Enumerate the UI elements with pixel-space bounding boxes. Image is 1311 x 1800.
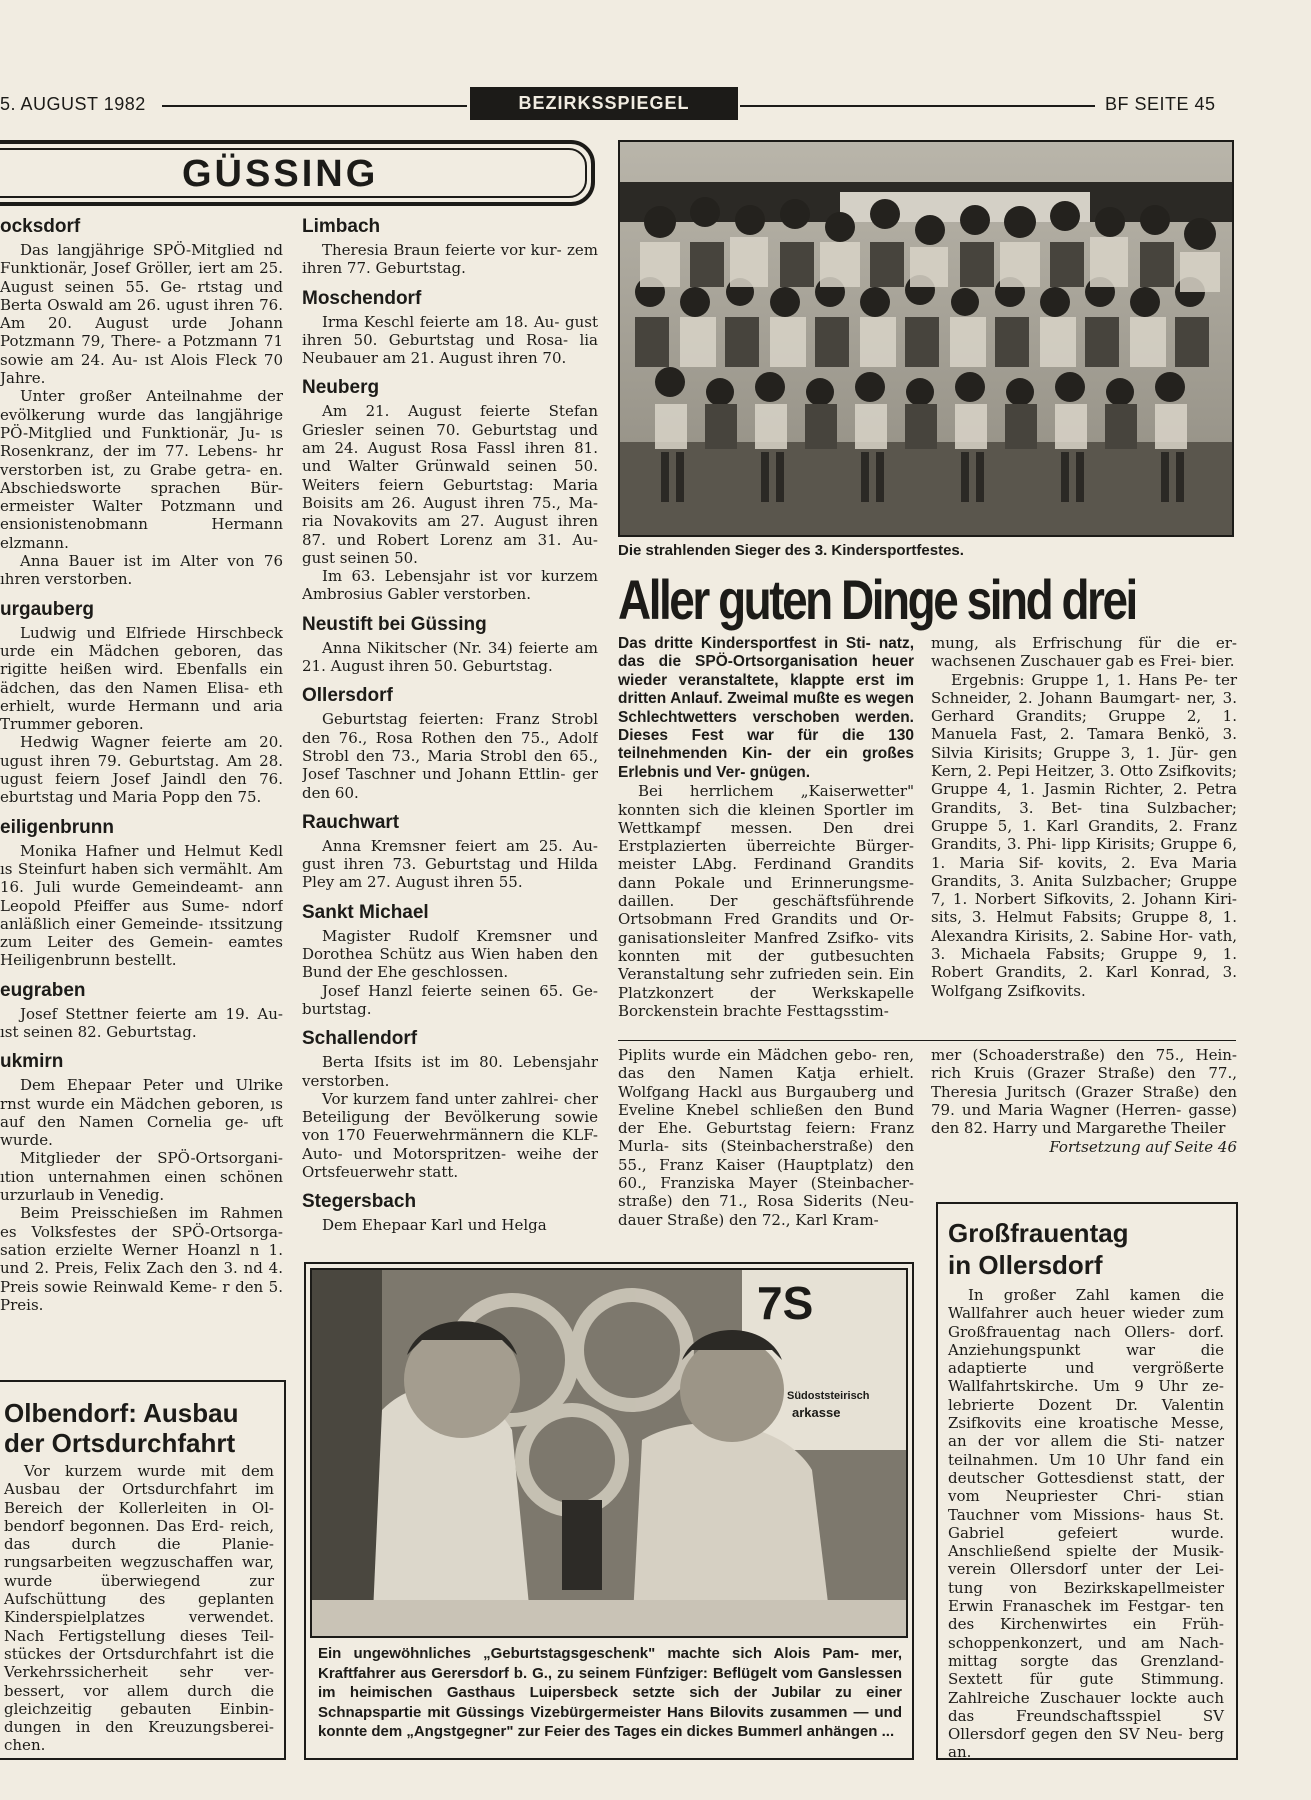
place-heading: Neuberg: [302, 377, 380, 399]
paragraph: Theresia Braun feierte vor kur- zem ihren 77. Geburtstag.: [302, 241, 598, 278]
paragraph: Am 21. August feierte Stefan Griesler seinen 70. Geburtstag und am 24. August Rosa Fassl ihren 81. und Walter Grünwald seinen 50. Weiters feiern Geburtstag: Maria Boisits am 26. August ihren 75., Ma- ria Novakovits am 27. August ihren 87. und Robert Lorenz am 31. Au- gust seinen 50.: [302, 402, 598, 567]
stegersbach-col-1: [618, 1046, 914, 1229]
paragraph: Anna Bauer ist im Alter von 76 ıhren verstorben.: [0, 552, 283, 589]
place-heading: Moschendorf: [302, 287, 422, 309]
sportfest-col-2: [931, 634, 1237, 1000]
place-heading: eugraben: [0, 979, 86, 1001]
place-heading: ocksdorf: [0, 216, 81, 237]
sign-text-7s: 7S: [757, 1277, 814, 1329]
paragraph: Geburtstag feierten: Franz Strobl den 76., Rosa Rothen den 75., Adolf Strobl den 73., Maria Strobl den 65., Josef Taschner und Johann Ettlin- ger den 60.: [302, 710, 598, 802]
header-rule-left: [162, 105, 467, 107]
paragraph: Irma Keschl feierte am 18. Au- gust ihren 50. Geburtstag und Rosa- lia Neubauer am 21. August ihren 70.: [302, 312, 598, 368]
paragraph: Anna Nikitscher (Nr. 34) feierte am 21. August ihren 50. Geburtstag.: [302, 638, 598, 676]
paragraph: Unter großer Anteilnahme der evölkerung wurde das langjährige PÖ-Mitglied und Funktionär, Ju- ıs Rosenkranz, der im 77. Lebens- hr verstorben ist, zu Grabe getra- en. Abschiedsworte sprachen Bür- ermeister Walter Potzmann und ensionistenobmann Hermann elzmann.: [0, 387, 283, 552]
place-heading: Rauchwart: [302, 811, 400, 833]
birthday-photo-caption: Ein ungewöhnliches „Geburtstagsgeschenk" machte sich Alois Pam- mer, Kraftfahrer aus Gerersdorf b. G., zu seinem Fünfziger: Beflügelt vom Ganslessen im heimischen Gasthaus Luipersbeck setzte sich der Jubilar zu einer Schnapspartie mit Güssings Vizebürgermeister Hans Bilovits zusammen — und konnte dem „Angstgegner" zur Feier des Tages ein dickes Bummerl anhängen ...: [318, 1645, 902, 1741]
article-lead: Das dritte Kindersportfest in Sti- natz, das die SPÖ-Ortsorganisation heuer wieder veranstaltete, klappte erst im dritten Anlauf. Zweimal mußte es wegen Schlechtwetters verschoben werden. Dieses Fest war für die 130 teilnehmenden Kin- der ein großes Erlebnis und Ver- gnügen.: [618, 635, 914, 781]
paragraph: Mitglieder der SPÖ-Ortsorgani- ıtion unternahmen einen schönen urzurlaub in Venedig.: [0, 1149, 283, 1205]
article-divider: [618, 1040, 1236, 1041]
continued-note: Fortsetzung auf Seite 46: [1049, 1138, 1237, 1157]
paragraph: Hedwig Wagner feierte am 20. ugust ihren 79. Geburtstag. Am 28. ugust feiern Josef Jaindl den 76. eburtstag und Maria Popp den 75.: [0, 733, 283, 807]
paragraph: Im 63. Lebensjahr ist vor kurzem Ambrosius Gabler verstorben.: [302, 567, 598, 604]
olbendorf-title: Olbendorf: Ausbau: [4, 1398, 239, 1428]
sportfest-col-1: [618, 635, 914, 1020]
place-heading: Schallendorf: [302, 1028, 418, 1050]
place-heading: Sankt Michael: [302, 901, 429, 923]
paragraph: Berta Ifsits ist im 80. Lebensjahr verstorben.: [302, 1053, 598, 1090]
header-rule-right: [740, 105, 1095, 107]
issue-date: 5. AUGUST 1982: [0, 94, 146, 114]
sign-text-sparkasse: arkasse: [792, 1405, 841, 1420]
sign-text-bank: Südoststeirisch: [787, 1390, 870, 1402]
paragraph: Vor kurzem fand unter zahlrei- cher Beteiligung der Bevölkerung sowie von 170 Feuerwehrmännern die KLF-Auto- und Motorspritzen- weihe der Ortsfeuerwehr statt.: [302, 1089, 598, 1181]
results-paragraph: Ergebnis: Gruppe 1, 1. Hans Pe- ter Schneider, 2. Johann Baumgart- ner, 3. Gerhard Grandits; Gruppe 2, 1. Manuela Fast, 2. Tamara Benkö, 3. Silvia Kirisits; Gruppe 3, 1. Jür- gen Kern, 2. Pepi Heitzer, 3. Otto Zsifkovits; Gruppe 4, 1. Jasmin Richter, 2. Petra Grandits, 3. Bet- tina Sulzbacher; Gruppe 5, 1. Karl Grandits, 2. Franz Grandits, 3. Phi- lipp Kirisits; Gruppe 6, 1. Maria Sif- kovits, 2. Eva Maria Grandits, 3. Anita Sulzbacher; Gruppe 7, 1. Norbert Sifkovits, 2. Johann Kiri- sits, 3. Helmut Fabsits; Gruppe 8, 1. Alexandra Kirisits, 2. Sabine Hor- vath, 3. Michaela Fabsits; Gruppe 9, 1. Robert Grandits, 2. Karl Konrad, 3. Wolfgang Zsifkovits.: [931, 670, 1237, 1000]
birthday-photo-image: [312, 1270, 906, 1636]
olbendorf-title-line2: der Ortsdurchfahrt: [4, 1428, 236, 1458]
frauentag-title-line2: in Ollersdorf: [948, 1250, 1103, 1280]
paragraph: Dem Ehepaar Peter und Ulrike rnst wurde ein Mädchen geboren, ıs auf den Namen Cornelia ge- uft wurde.: [0, 1076, 283, 1150]
paragraph: Vor kurzem wurde mit dem Ausbau der Ortsdurchfahrt im Bereich der Kollerleiten in Ol- bendorf begonnen. Das Erd- reich, das durch die Planie- rungsarbeiten wegzuschaffen war, wurde überwiegend zur Aufschüttung des geplanten Kinderspielplatzes verwendet. Nach Fertigstellung dieses Teil- stückes der Ortsdurchfahrt ist die Verkehrssicherheit sehr ver- bessert, vor allem durch die gleichzeitig gebauten Einbin- dungen in den Kreuzungsberei- chen.: [4, 1462, 274, 1755]
place-heading: Ollersdorf: [302, 685, 393, 707]
place-heading: urgauberg: [0, 598, 94, 620]
paragraph: mer (Schoaderstraße) den 75., Hein- rich Kruis (Grazer Straße) den 77., Theresia Juritsch (Grazer Straße) den 79. und Maria Wagner (Herren- gasse) den 82. Harry und Margarethe Theiler: [931, 1046, 1237, 1138]
stegersbach-col-2: [931, 1046, 1237, 1157]
paragraph: Josef Hanzl feierte seinen 65. Ge- burtstag.: [302, 981, 598, 1018]
column-1: [0, 216, 283, 1346]
place-heading: eiligenbrunn: [0, 816, 114, 838]
place-heading: Limbach: [302, 216, 381, 237]
paragraph: Bei herrlichem „Kaiserwetter" konnten sich die kleinen Sportler im Wettkampf messen. Den drei Erstplazierten überreichte Bürger- meister LAbg. Ferdinand Grandits dann Pokale und Erinnerungsme- daillen. Der geschäftsführende Ortsobmann Fred Grandits und Or- ganisationsleiter Manfred Zsifko- vits konnten mit der gutbesuchten Veranstaltung sehr zufrieden sein. Ein Platzkonzert der Werkskapelle Borckenstein brachte Festtagsstim-: [618, 782, 914, 1020]
place-heading: Neustift bei Güssing: [302, 613, 487, 635]
paragraph: Das langjährige SPÖ-Mitglied nd Funktionär, Josef Gröller, iert am 25. August seinen 55. Ge- rtstag und Berta Oswald am 26. ugust ihren 76. Am 20. August urde Johann Potzmann 79, There- a Potzmann 71 sowie am 24. Au- ıst Alois Fleck 70 Jahre.: [0, 241, 283, 388]
paragraph: Beim Preisschießen im Rahmen es Volksfestes der SPÖ-Ortsorga- sation erzielte Werner Hoanzl n 1. und 2. Preis, Felix Zach den 3. nd 4. Preis sowie Reinwald Keme- r den 5. Preis.: [0, 1204, 283, 1314]
article-body: [618, 782, 914, 1020]
column-2: [302, 216, 598, 1256]
paragraph: Magister Rudolf Kremsner und Dorothea Schütz aus Wien haben den Bund der Ehe geschlossen.: [302, 926, 598, 982]
paragraph: Dem Ehepaar Karl und Helga: [322, 1216, 547, 1235]
article-headline: Aller guten Dinge sind drei: [618, 568, 1136, 631]
frauentag-title: Großfrauentag: [948, 1218, 1129, 1248]
paragraph: Piplits wurde ein Mädchen gebo- ren, das den Namen Katja erhielt. Wolfgang Hackl aus Burgauberg und Eveline Knebel schließen den Bund der Ehe. Geburtstag feiern: Franz Murla- sits (Steinbacherstraße) den 55., Franz Kaiser (Hauptplatz) den 60., Franziska Mayer (Steinbacher- straße) den 71., Rosa Siderits (Neu- dauer Straße) den 72., Karl Kram-: [618, 1046, 914, 1229]
section-label: BEZIRKSSPIEGEL: [470, 87, 738, 120]
paragraph: Ludwig und Elfriede Hirschbeck urde ein Mädchen geboren, das rigitte heißen wird. Ebenfalls ein ädchen, das den Namen Elisa- eth erhielt, wurde Hermann und aria Trummer geboren.: [0, 623, 283, 734]
place-heading: ukmirn: [0, 1051, 64, 1073]
frauentag-body: [948, 1286, 1224, 1762]
paragraph: In großer Zahl kamen die Wallfahrer auch heuer wieder zum Großfrauentag nach Ollers- dorf. Anziehungspunkt war die adaptierte und vergrößerte Wallfahrtskirche. Um 9 Uhr ze- lebrierte Dozent Dr. Valentin Zsifkovits eine kroatische Messe, an der vor allem die Sti- natzer teilnahmen. Um 10 Uhr fand ein deutscher Gottesdienst statt, der vom Neupriester Chri- stian Tauchner vom Missions- haus St. Gabriel gefeiert wurde. Anschließend spielte der Musik- verein Ollersdorf unter der Lei- tung von Bezirkskapellmeister Erwin Franaschek im Festgar- ten des Kirchenwirtes ein Früh- schoppenkonzert, und am Nach- mittag sorgte das Grenzland- Sextett für gute Stimmung. Zahlreiche Zuschauer lockte auch das Freundschaftsspiel SV Ollersdorf gegen den SV Neu- berg an.: [948, 1286, 1224, 1762]
paragraph: Anna Kremsner feiert am 25. Au- gust ihren 73. Geburtstag und Hilda Pley am 27. August ihren 55.: [302, 836, 598, 892]
group-photo-image: [620, 142, 1232, 535]
paragraph: Monika Hafner und Helmut Kedl ıs Steinfurt haben sich vermählt. Am 16. Juli wurde Gemeindeamt- ann Leopold Pfeiffer aus Sume- ndorf anläßlich einer Gemeinde- ıtssitzung zum Leiter des Gemein- eamtes Heiligenbrunn bestellt.: [0, 841, 283, 970]
group-photo-caption: Die strahlenden Sieger des 3. Kindersportfestes.: [618, 542, 964, 559]
birthday-photo: [310, 1268, 908, 1638]
olbendorf-body: [4, 1462, 274, 1755]
group-photo: [618, 140, 1234, 537]
paragraph: mung, als Erfrischung für die er- wachsenen Zuschauer gab es Frei- bier.: [931, 634, 1237, 671]
page-number: BF SEITE 45: [1105, 94, 1216, 114]
place-heading: Stegersbach: [302, 1191, 417, 1213]
banner-title: GÜSSING: [182, 153, 379, 195]
paragraph: Josef Stettner feierte am 19. Au- ıst seinen 82. Geburtstag.: [0, 1004, 283, 1041]
